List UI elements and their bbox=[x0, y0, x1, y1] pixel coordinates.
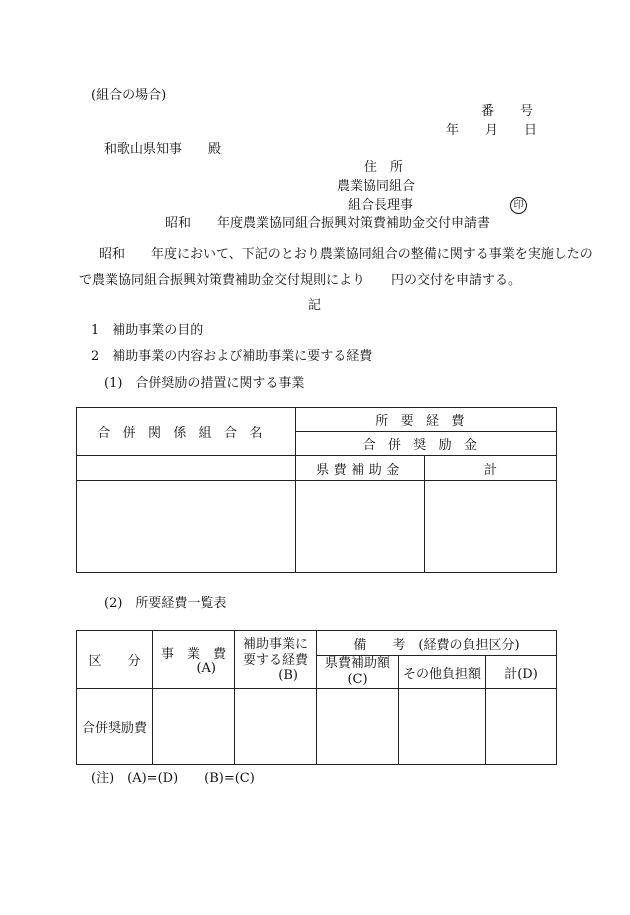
table-row bbox=[77, 481, 557, 573]
seal-stamp: 印 bbox=[510, 197, 527, 214]
col-merger-header: 合併奨励金 bbox=[296, 432, 557, 456]
cell-jigyo bbox=[153, 689, 235, 765]
director-label: 組合長理事 bbox=[348, 198, 414, 213]
document-title: 昭和 年度農業協同組合振興対策費補助金交付申請書 bbox=[165, 216, 491, 231]
number-label: 番 号 bbox=[481, 104, 534, 119]
col-hojo-header bbox=[235, 631, 317, 689]
body-line-2: で農業協同組合振興対策費補助金交付規則により 円の交付を申請する。 bbox=[79, 273, 522, 288]
cell-total-d bbox=[486, 689, 557, 765]
col-jigyo-label: 事 業 費 bbox=[160, 647, 226, 662]
date-label: 年 月 日 bbox=[446, 123, 538, 138]
col-biko-header: 備 考 (経費の負担区分) bbox=[317, 631, 557, 656]
col-hojo-label: 補助事業に要する経費 bbox=[242, 636, 308, 668]
footnote: (注) (A)=(D) (B)=(C) bbox=[91, 771, 255, 786]
address-label: 住 所 bbox=[364, 160, 404, 175]
sub-item-2: (2) 所要経費一覧表 bbox=[104, 596, 227, 611]
col-hojo-sub: (B) bbox=[278, 667, 298, 683]
sub-item-1: (1) 合併奨励の措置に関する事業 bbox=[104, 376, 305, 391]
cell-pref bbox=[296, 481, 425, 573]
col-jigyo-sub: (A) bbox=[196, 661, 216, 676]
table-row bbox=[77, 689, 557, 765]
col-pref-amount-sub: (C) bbox=[347, 672, 368, 687]
col-kubun-header: 区 分 bbox=[77, 631, 153, 689]
addressee: 和歌山県知事 殿 bbox=[104, 142, 222, 157]
cell-total bbox=[425, 481, 557, 573]
cell-pref-amount bbox=[317, 689, 399, 765]
org-label: 農業協同組合 bbox=[337, 179, 416, 194]
item-2: 2 補助事業の内容および補助事業に要する経費 bbox=[91, 349, 373, 364]
case-label: (組合の場合) bbox=[91, 88, 167, 103]
cell-union bbox=[77, 481, 296, 573]
col-pref-amount-header bbox=[317, 656, 399, 689]
col-union-header: 合併関係組合名 bbox=[77, 408, 296, 456]
col-total-d-header: 計(D) bbox=[486, 656, 557, 689]
col-total-header: 計 bbox=[425, 456, 557, 481]
body-line-1: 昭和 年度において、下記のとおり農業協同組合の整備に関する事業を実施したの bbox=[99, 247, 593, 262]
item-1: 1 補助事業の目的 bbox=[91, 323, 204, 338]
merger-subsidy-table bbox=[76, 407, 557, 573]
cell-other bbox=[399, 689, 486, 765]
ki-heading: 記 bbox=[308, 298, 322, 313]
col-jigyo-header bbox=[153, 631, 235, 689]
col-pref-amount-label: 県費補助額 bbox=[324, 656, 390, 671]
col-required-header: 所要経費 bbox=[296, 408, 557, 432]
row-label: 合併奨励費 bbox=[77, 689, 153, 765]
expense-summary-table bbox=[76, 630, 557, 765]
col-pref-subsidy-header: 県費補助金 bbox=[296, 456, 425, 481]
col-other-header: その他負担額 bbox=[399, 656, 486, 689]
cell-hojo bbox=[235, 689, 317, 765]
